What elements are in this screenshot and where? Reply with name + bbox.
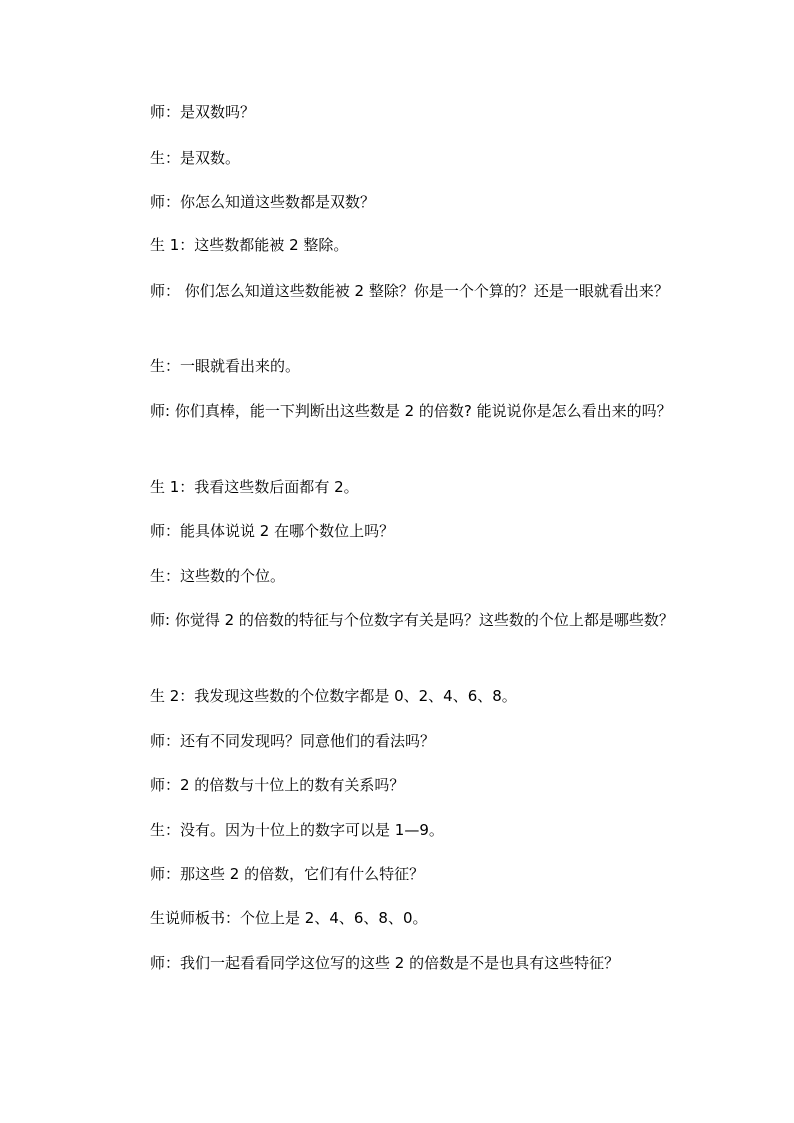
dialogue-line-1: 师：是双数吗？ — [150, 103, 256, 121]
dialogue-line-18: 师：我们一起看看同学这位写的这些 2 的倍数是不是也具有这些特征？ — [150, 954, 620, 972]
dialogue-line-2: 生：是双数。 — [150, 149, 241, 167]
dialogue-line-5: 师： 你们怎么知道这些数能被 2 整除？你是一个个算的？还是一眼就看出来？ — [150, 282, 669, 300]
dialogue-line-17: 生说师板书：个位上是 2、4、6、8、0。 — [150, 909, 428, 927]
dialogue-line-7: 师: 你们真棒，能一下判断出这些数是 2 的倍数? 能说说你是怎么看出来的吗？ — [150, 402, 672, 420]
dialogue-line-3: 师：你怎么知道这些数都是双数？ — [150, 193, 376, 211]
dialogue-line-15: 生：没有。因为十位上的数字可以是 1—9。 — [150, 821, 444, 839]
dialogue-line-13: 师：还有不同发现吗？同意他们的看法吗？ — [150, 732, 436, 750]
dialogue-line-10: 生：这些数的个位。 — [150, 567, 286, 585]
dialogue-line-4: 生 1：这些数都能被 2 整除。 — [150, 236, 349, 254]
dialogue-line-8: 生 1：我看这些数后面都有 2。 — [150, 478, 359, 496]
dialogue-line-16: 师：那这些 2 的倍数，它们有什么特征？ — [150, 865, 425, 883]
dialogue-line-12: 生 2：我发现这些数的个位数字都是 0、2、4、6、8。 — [150, 687, 517, 705]
dialogue-line-9: 师：能具体说说 2 在哪个数位上吗？ — [150, 522, 395, 540]
dialogue-line-6: 生：一眼就看出来的。 — [150, 357, 301, 375]
dialogue-line-11: 师: 你觉得 2 的倍数的特征与个位数字有关是吗？这些数的个位上都是哪些数？ — [150, 611, 674, 629]
dialogue-line-14: 师：2 的倍数与十位上的数有关系吗？ — [150, 776, 405, 794]
